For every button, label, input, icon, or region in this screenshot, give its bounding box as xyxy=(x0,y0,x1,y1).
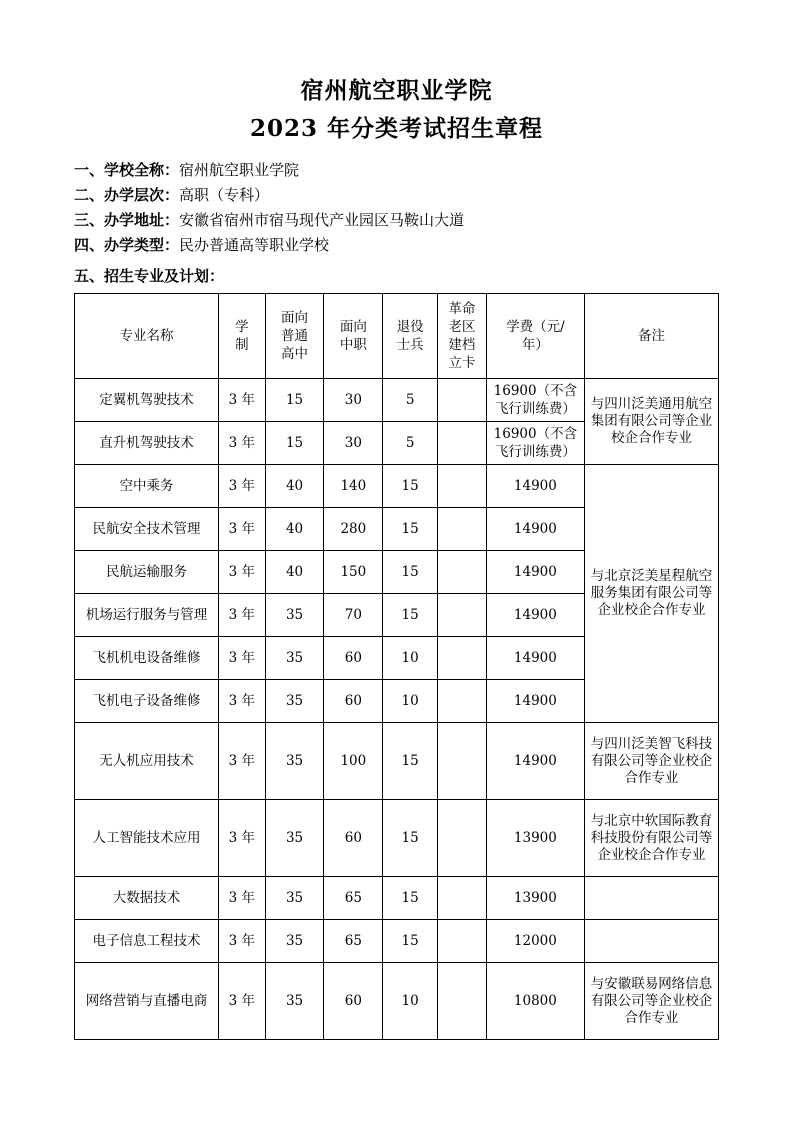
cell-years: 3 年 xyxy=(219,508,266,551)
info-value: 安徽省宿州市宿马现代产业园区马鞍山大道 xyxy=(179,211,465,229)
fee-line: 16900（不含 xyxy=(493,383,578,399)
info-label: 一、学校全称： xyxy=(74,161,180,179)
cell-vocational: 60 xyxy=(324,963,383,1040)
cell-revolutionary-area xyxy=(438,594,487,637)
cell-general-highschool: 35 xyxy=(265,723,324,800)
cell-years: 3 年 xyxy=(219,551,266,594)
cell-major-name: 定翼机驾驶技术 xyxy=(75,379,219,422)
cell-general-highschool: 35 xyxy=(265,594,324,637)
cell-revolutionary-area xyxy=(438,800,487,877)
cell-veterans: 10 xyxy=(383,680,438,723)
cell-general-highschool: 35 xyxy=(265,800,324,877)
cell-general-highschool: 35 xyxy=(265,877,324,920)
cell-major-name: 飞机电子设备维修 xyxy=(75,680,219,723)
cell-vocational: 70 xyxy=(324,594,383,637)
table-row xyxy=(75,379,719,422)
fee-line: 飞行训练费） xyxy=(494,401,576,417)
cell-revolutionary-area xyxy=(438,465,487,508)
cell-general-highschool: 35 xyxy=(265,920,324,963)
cell-remark: 与四川泛美智飞科技有限公司等企业校企合作专业 xyxy=(585,723,719,800)
cell-tuition: 14900 xyxy=(486,508,584,551)
table-row xyxy=(75,723,719,800)
column-header-years xyxy=(219,294,266,379)
cell-vocational: 65 xyxy=(324,877,383,920)
header-line: 中职 xyxy=(339,337,367,353)
cell-revolutionary-area xyxy=(438,723,487,800)
fee-line: 飞行训练费） xyxy=(494,444,576,460)
cell-vocational: 30 xyxy=(324,379,383,422)
info-label: 三、办学地址： xyxy=(74,211,180,229)
info-row-school-address xyxy=(74,208,719,233)
cell-vocational: 60 xyxy=(324,680,383,723)
cell-years: 3 年 xyxy=(219,379,266,422)
page-title xyxy=(74,72,719,148)
cell-vocational: 150 xyxy=(324,551,383,594)
cell-tuition: 14900 xyxy=(486,465,584,508)
info-row-school-name xyxy=(74,158,719,183)
column-header-tuition xyxy=(486,294,584,379)
title-line-2: 2023 年分类考试招生章程 xyxy=(249,115,544,142)
cell-major-name: 机场运行服务与管理 xyxy=(75,594,219,637)
info-value: 宿州航空职业学院 xyxy=(179,161,300,179)
cell-years: 3 年 xyxy=(219,637,266,680)
header-line: 退役 xyxy=(396,319,424,335)
cell-veterans: 15 xyxy=(383,920,438,963)
cell-major-name: 空中乘务 xyxy=(75,465,219,508)
cell-years: 3 年 xyxy=(219,680,266,723)
header-line: 立卡 xyxy=(448,355,476,371)
table-body xyxy=(75,379,719,1040)
section-heading-majors: 五、招生专业及计划： xyxy=(74,267,225,285)
header-line: 学 xyxy=(235,319,249,335)
cell-years: 3 年 xyxy=(219,422,266,465)
cell-remark: 与北京泛美星程航空服务集团有限公司等企业校企合作专业 xyxy=(585,465,719,723)
header-line: 普通 xyxy=(281,328,309,344)
header-line: 老区 xyxy=(448,319,476,335)
header-line: 面向 xyxy=(281,310,309,326)
cell-major-name: 飞机机电设备维修 xyxy=(75,637,219,680)
cell-general-highschool: 35 xyxy=(265,680,324,723)
table-header-row xyxy=(75,294,719,379)
cell-years: 3 年 xyxy=(219,594,266,637)
cell-years: 3 年 xyxy=(219,800,266,877)
cell-years: 3 年 xyxy=(219,963,266,1040)
table-header xyxy=(75,294,719,379)
cell-revolutionary-area xyxy=(438,963,487,1040)
cell-years: 3 年 xyxy=(219,920,266,963)
info-label: 二、办学层次： xyxy=(74,186,180,204)
cell-tuition: 10800 xyxy=(486,963,584,1040)
cell-tuition xyxy=(486,422,584,465)
cell-tuition: 14900 xyxy=(486,594,584,637)
cell-general-highschool: 15 xyxy=(265,422,324,465)
header-line: 高中 xyxy=(281,346,309,362)
cell-revolutionary-area xyxy=(438,422,487,465)
cell-veterans: 15 xyxy=(383,508,438,551)
cell-vocational: 60 xyxy=(324,637,383,680)
cell-revolutionary-area xyxy=(438,920,487,963)
cell-tuition: 14900 xyxy=(486,723,584,800)
table-row xyxy=(75,800,719,877)
cell-general-highschool: 40 xyxy=(265,551,324,594)
info-value: 高职（专科） xyxy=(179,186,270,204)
cell-remark: 与安徽联易网络信息有限公司等企业校企合作专业 xyxy=(585,963,719,1040)
cell-major-name: 直升机驾驶技术 xyxy=(75,422,219,465)
header-line: 面向 xyxy=(339,319,367,335)
cell-general-highschool: 35 xyxy=(265,637,324,680)
cell-revolutionary-area xyxy=(438,877,487,920)
header-line: 制 xyxy=(235,337,249,353)
cell-remark: 与北京中软国际教育科技股份有限公司等企业校企合作专业 xyxy=(585,800,719,877)
cell-veterans: 15 xyxy=(383,551,438,594)
cell-tuition: 12000 xyxy=(486,920,584,963)
cell-tuition: 13900 xyxy=(486,800,584,877)
cell-veterans: 15 xyxy=(383,800,438,877)
cell-veterans: 10 xyxy=(383,963,438,1040)
cell-vocational: 100 xyxy=(324,723,383,800)
cell-veterans: 15 xyxy=(383,594,438,637)
column-header-vocational xyxy=(324,294,383,379)
header-line: 年） xyxy=(521,337,549,353)
cell-revolutionary-area xyxy=(438,637,487,680)
cell-remark xyxy=(585,877,719,920)
info-value: 民办普通高等职业学校 xyxy=(179,236,330,254)
cell-revolutionary-area xyxy=(438,379,487,422)
cell-remark xyxy=(585,920,719,963)
info-label: 四、办学类型： xyxy=(74,236,180,254)
cell-tuition: 14900 xyxy=(486,551,584,594)
cell-vocational: 65 xyxy=(324,920,383,963)
header-line: 建档 xyxy=(448,337,476,353)
cell-years: 3 年 xyxy=(219,877,266,920)
cell-general-highschool: 40 xyxy=(265,508,324,551)
cell-years: 3 年 xyxy=(219,465,266,508)
cell-general-highschool: 15 xyxy=(265,379,324,422)
cell-revolutionary-area xyxy=(438,551,487,594)
cell-veterans: 15 xyxy=(383,877,438,920)
header-line: 革命 xyxy=(448,301,476,317)
table-row xyxy=(75,963,719,1040)
cell-veterans: 15 xyxy=(383,465,438,508)
cell-tuition: 14900 xyxy=(486,680,584,723)
cell-major-name: 电子信息工程技术 xyxy=(75,920,219,963)
column-header-major-name: 专业名称 xyxy=(75,294,219,379)
cell-remark: 与四川泛美通用航空集团有限公司等企业校企合作专业 xyxy=(585,379,719,465)
cell-revolutionary-area xyxy=(438,680,487,723)
header-line: 学费（元/ xyxy=(506,319,565,335)
admission-plan-table xyxy=(74,293,719,1040)
cell-major-name: 人工智能技术应用 xyxy=(75,800,219,877)
cell-tuition: 14900 xyxy=(486,637,584,680)
cell-general-highschool: 35 xyxy=(265,963,324,1040)
cell-tuition: 13900 xyxy=(486,877,584,920)
info-row-school-level xyxy=(74,183,719,208)
header-line: 士兵 xyxy=(396,337,424,353)
info-row-school-type xyxy=(74,233,719,258)
cell-tuition xyxy=(486,379,584,422)
cell-general-highschool: 40 xyxy=(265,465,324,508)
column-header-revolutionary-area xyxy=(438,294,487,379)
cell-veterans: 10 xyxy=(383,637,438,680)
column-header-general-highschool xyxy=(265,294,324,379)
table-row xyxy=(75,920,719,963)
table-row xyxy=(75,877,719,920)
cell-veterans: 5 xyxy=(383,379,438,422)
cell-vocational: 140 xyxy=(324,465,383,508)
cell-veterans: 5 xyxy=(383,422,438,465)
cell-vocational: 280 xyxy=(324,508,383,551)
table-row xyxy=(75,465,719,508)
cell-veterans: 15 xyxy=(383,723,438,800)
cell-vocational: 30 xyxy=(324,422,383,465)
title-line-1: 宿州航空职业学院 xyxy=(300,77,493,104)
cell-major-name: 民航运输服务 xyxy=(75,551,219,594)
school-info-list xyxy=(74,158,719,258)
cell-years: 3 年 xyxy=(219,723,266,800)
cell-major-name: 大数据技术 xyxy=(75,877,219,920)
fee-line: 16900（不含 xyxy=(493,426,578,442)
cell-major-name: 无人机应用技术 xyxy=(75,723,219,800)
cell-major-name: 网络营销与直播电商 xyxy=(75,963,219,1040)
cell-revolutionary-area xyxy=(438,508,487,551)
cell-vocational: 60 xyxy=(324,800,383,877)
column-header-remark: 备注 xyxy=(585,294,719,379)
column-header-veterans xyxy=(383,294,438,379)
cell-major-name: 民航安全技术管理 xyxy=(75,508,219,551)
